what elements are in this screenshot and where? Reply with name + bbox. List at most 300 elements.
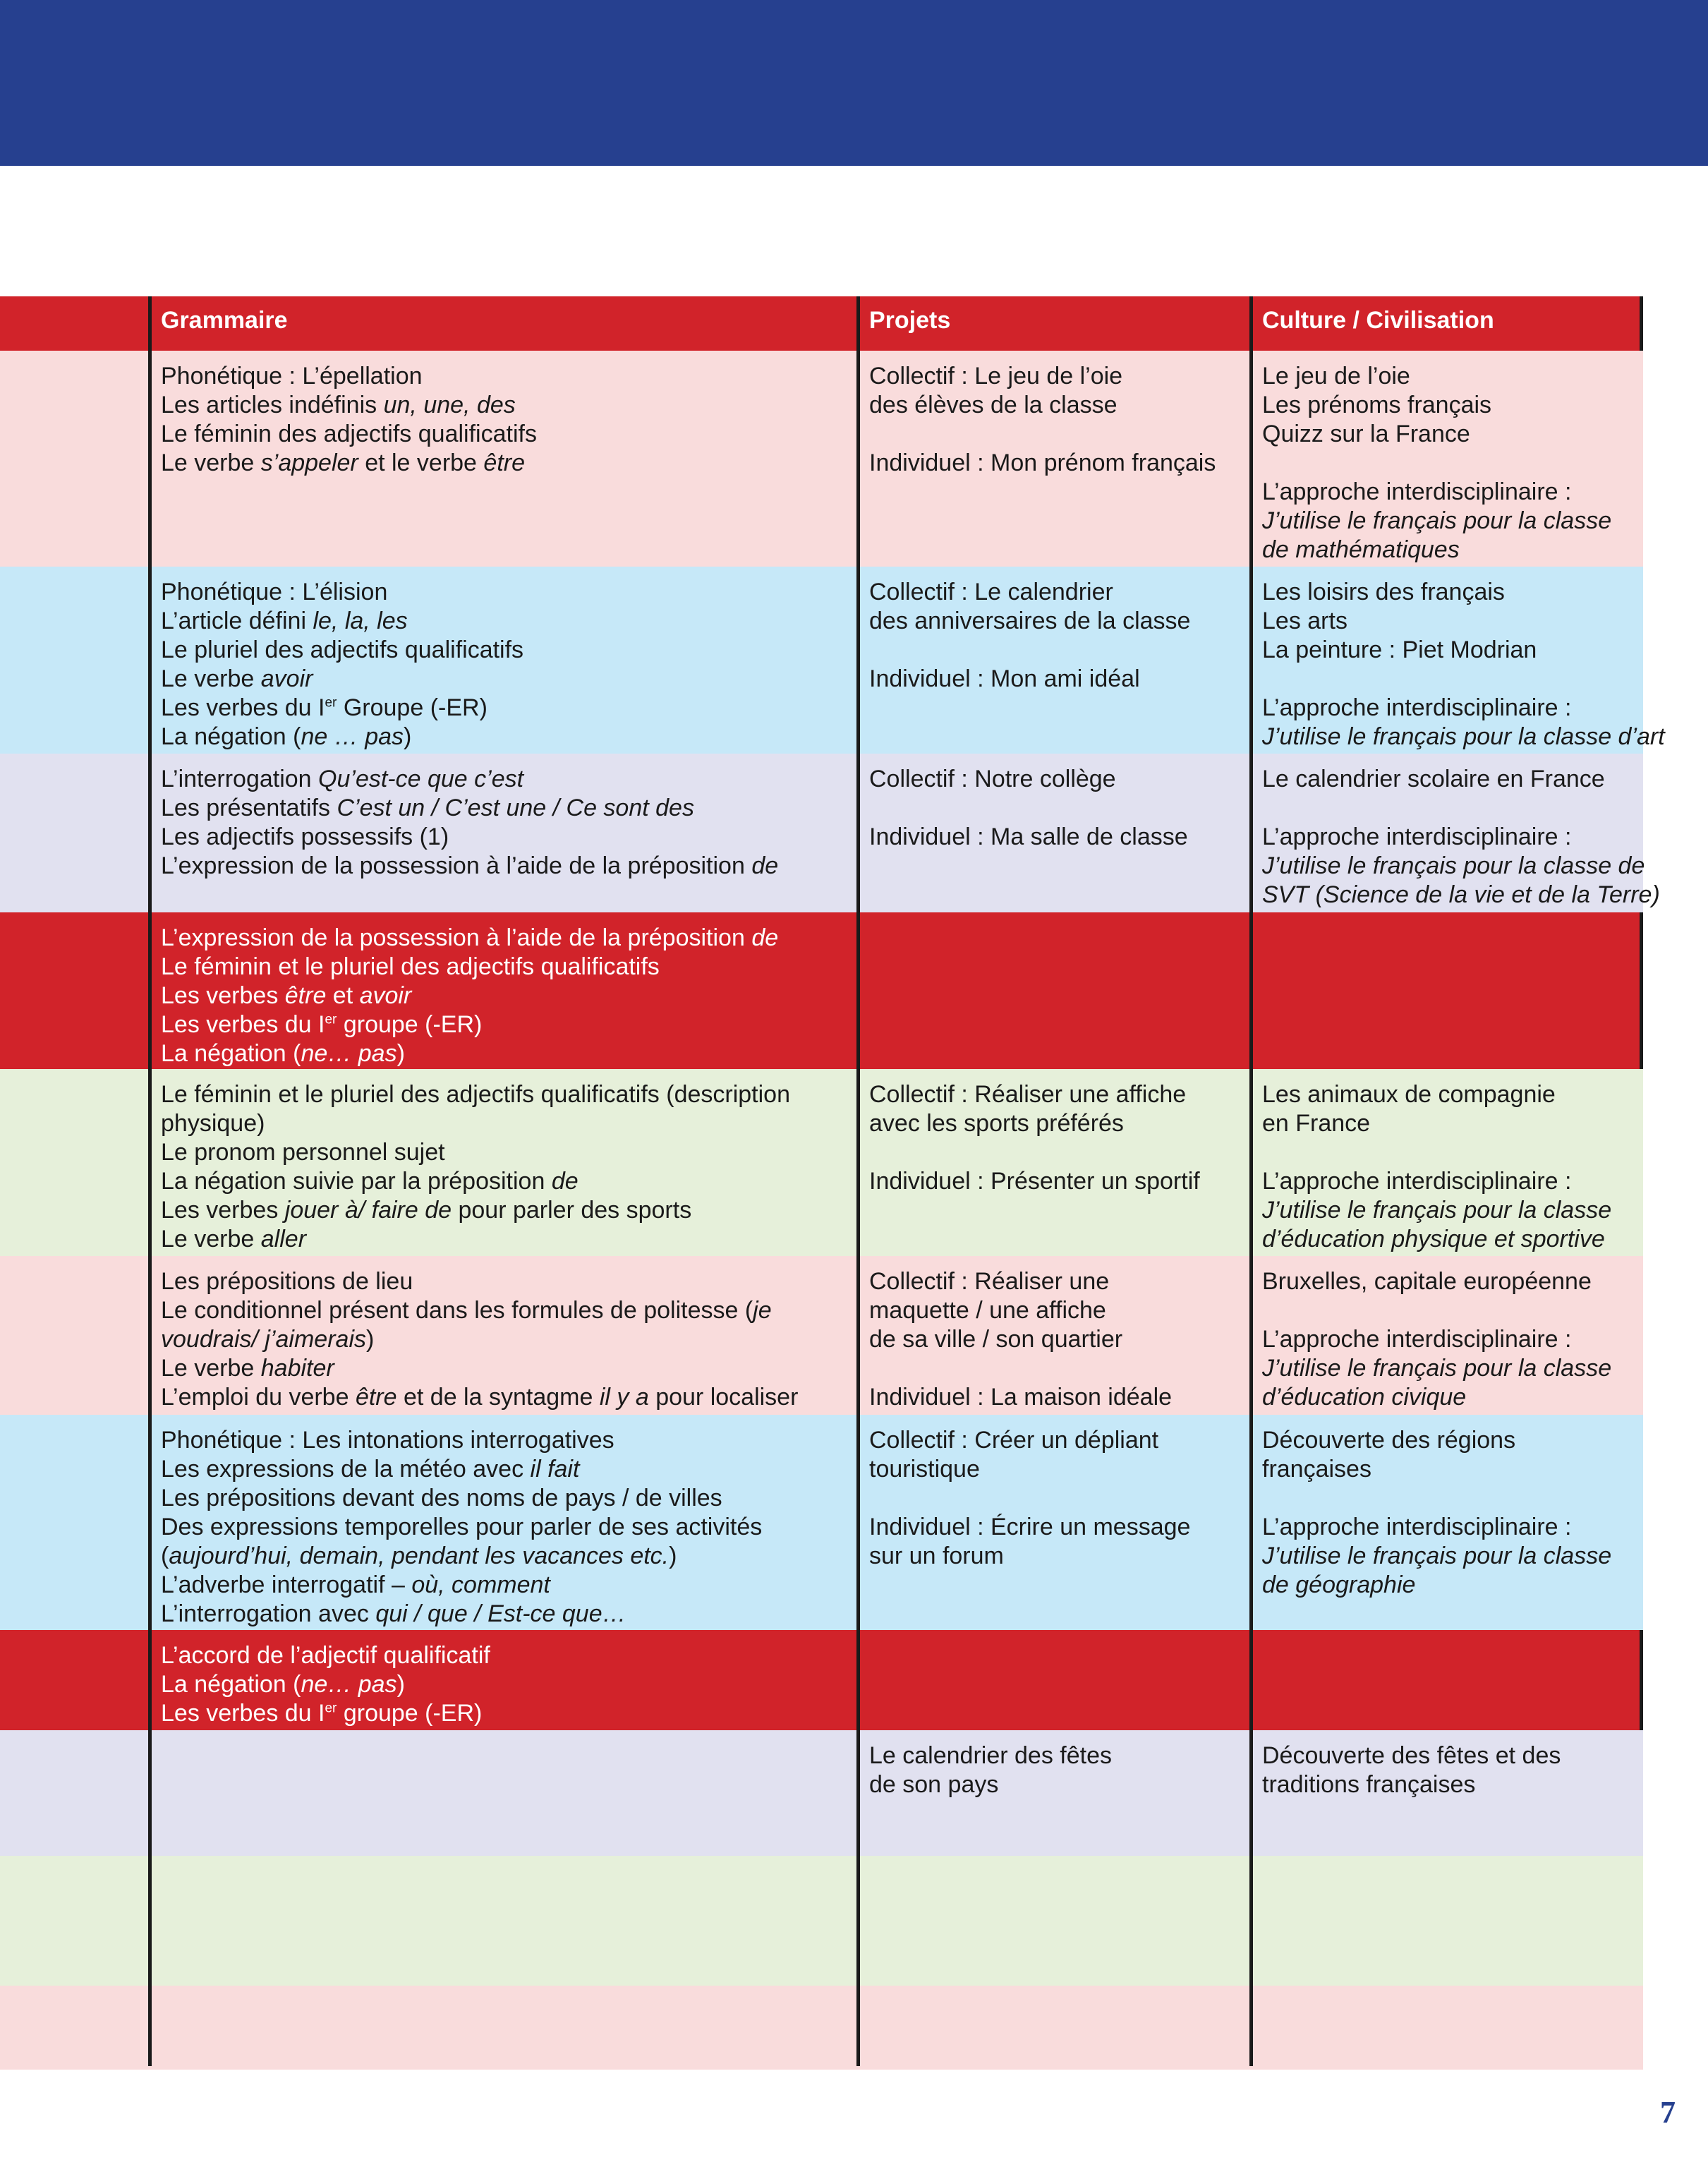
grammaire-line: [161, 1080, 847, 1109]
text-segment: s’appeler: [260, 449, 358, 476]
text-segment: Le calendrier scolaire en France: [1262, 766, 1605, 792]
text-segment: il y a: [599, 1384, 649, 1411]
text-segment: L’approche interdisciplinaire :: [1262, 1168, 1572, 1195]
text-segment: un, une, des: [383, 392, 516, 418]
culture-line: [1262, 1225, 1632, 1254]
projets-line: [869, 1542, 1240, 1571]
grammaire-cell: [150, 351, 858, 567]
grammaire-cell: [150, 1256, 858, 1415]
table-row: [0, 351, 1643, 567]
text-segment: ): [396, 1671, 405, 1698]
text-segment: J’utilise le français pour la classe: [1262, 1197, 1612, 1224]
text-segment: Le verbe: [161, 665, 261, 692]
culture-cell: [1251, 1986, 1643, 2070]
text-segment: jouer à/ faire de: [284, 1197, 452, 1224]
text-segment: groupe (-ER): [337, 1011, 483, 1038]
projets-line: [869, 1426, 1240, 1455]
text-segment: Le verbe: [161, 1226, 261, 1252]
text-segment: groupe (-ER): [337, 1700, 483, 1727]
text-segment: être: [355, 1384, 397, 1411]
projets-cell: [858, 754, 1251, 912]
text-segment: de sa ville / son quartier: [869, 1326, 1123, 1353]
text-segment: L’article défini: [161, 608, 313, 634]
header-projets: Projets: [869, 307, 951, 334]
text-segment: Individuel : Écrire un message: [869, 1514, 1191, 1540]
culture-line: [1262, 1426, 1632, 1455]
grammaire-line: [161, 953, 847, 982]
grammaire-line: [161, 1455, 847, 1484]
grammaire-cell: [150, 754, 858, 912]
text-segment: er: [325, 1701, 337, 1716]
text-segment: ): [404, 723, 412, 750]
text-segment: avoir: [359, 982, 412, 1009]
text-segment: maquette / une affiche: [869, 1297, 1106, 1324]
text-segment: Groupe (-ER): [337, 694, 487, 721]
text-segment: physique): [161, 1110, 265, 1137]
projets-line: [869, 1354, 1240, 1383]
text-segment: L’interrogation avec: [161, 1600, 376, 1627]
grammaire-line: [161, 765, 847, 794]
text-segment: où, comment: [411, 1571, 550, 1598]
text-segment: le, la, les: [313, 608, 408, 634]
projets-cell: [858, 912, 1251, 1069]
text-segment: SVT (Science de la vie et de la Terre): [1262, 881, 1660, 908]
text-segment: Le calendrier des fêtes: [869, 1742, 1112, 1769]
grammaire-line: [161, 1426, 847, 1455]
text-segment: J’utilise le français pour la classe: [1262, 1355, 1612, 1382]
culture-line: [1262, 1571, 1632, 1600]
text-segment: de: [751, 924, 779, 951]
text-segment: de mathématiques: [1262, 536, 1460, 563]
grammaire-cell: [150, 1856, 858, 1986]
text-segment: Le verbe: [161, 1355, 261, 1382]
header-culture-civilisation: Culture / Civilisation: [1262, 307, 1494, 334]
projets-cell: [858, 1256, 1251, 1415]
culture-cell: [1251, 567, 1665, 754]
header-col-blank: [0, 296, 150, 351]
column-divider: [856, 296, 860, 2066]
projets-cell: [858, 1415, 1251, 1630]
page-number: 7: [1660, 2095, 1676, 2130]
table-row: [0, 1415, 1643, 1630]
text-segment: L’interrogation: [161, 766, 319, 792]
text-segment: et de la syntagme: [396, 1384, 600, 1411]
text-segment: L’approche interdisciplinaire :: [1262, 1326, 1572, 1353]
text-segment: Les verbes du I: [161, 1700, 325, 1727]
projets-line: [869, 665, 1240, 694]
projets-cell: [858, 1730, 1251, 1856]
text-segment: Phonétique : L’élision: [161, 579, 388, 605]
text-segment: Les animaux de compagnie: [1262, 1081, 1556, 1108]
culture-line: [1262, 1742, 1632, 1770]
text-segment: Les verbes du I: [161, 694, 325, 721]
culture-line: [1262, 1484, 1632, 1513]
table-row: [0, 754, 1660, 912]
grammaire-line: [161, 1670, 847, 1699]
culture-line: [1262, 694, 1632, 723]
table-row: [0, 1730, 1643, 1856]
row-label-cell: [0, 1415, 150, 1630]
grammaire-line: [161, 1542, 847, 1571]
grammaire-line: [161, 420, 847, 449]
text-segment: être: [284, 982, 327, 1009]
grammaire-line: [161, 1325, 847, 1354]
row-label-cell: [0, 912, 150, 1069]
projets-line: [869, 794, 1240, 823]
culture-line: [1262, 536, 1632, 565]
culture-line: [1262, 1167, 1632, 1196]
text-segment: Les adjectifs possessifs (1): [161, 823, 449, 850]
row-label-cell: [0, 1256, 150, 1415]
grammaire-line: [161, 1196, 847, 1225]
text-segment: L’expression de la possession à l’aide de la préposition: [161, 924, 752, 951]
text-segment: Les prépositions devant des noms de pays / de villes: [161, 1485, 722, 1511]
grammaire-line: [161, 1225, 847, 1254]
projets-line: [869, 578, 1240, 607]
projets-cell: [858, 1630, 1251, 1730]
grammaire-cell: [150, 1630, 858, 1730]
text-segment: touristique: [869, 1456, 980, 1483]
grammaire-cell: [150, 1730, 858, 1856]
culture-cell: [1251, 1856, 1643, 1986]
text-segment: avec les sports préférés: [869, 1110, 1124, 1137]
text-segment: Découverte des régions: [1262, 1427, 1516, 1454]
text-segment: L’approche interdisciplinaire :: [1262, 823, 1572, 850]
syllabus-table: [0, 296, 1665, 2070]
culture-line: [1262, 391, 1632, 420]
right-border-top: [1640, 296, 1643, 351]
projets-line: [869, 420, 1240, 449]
text-segment: J’utilise le français pour la classe: [1262, 507, 1612, 534]
text-segment: ne… pas: [301, 1671, 397, 1698]
text-segment: il fait: [530, 1456, 580, 1483]
table-row: [0, 567, 1665, 754]
culture-line: [1262, 794, 1632, 823]
row-label-cell: [0, 1630, 150, 1730]
text-segment: La négation (: [161, 723, 301, 750]
projets-line: [869, 636, 1240, 665]
grammaire-line: [161, 694, 847, 723]
projets-line: [869, 1770, 1240, 1799]
grammaire-line: [161, 636, 847, 665]
grammaire-line: [161, 1167, 847, 1196]
table-row: [0, 1986, 1643, 2070]
grammaire-line: [161, 1138, 847, 1167]
text-segment: Collectif : Créer un dépliant: [869, 1427, 1159, 1454]
text-segment: qui / que / Est-ce que…: [375, 1600, 626, 1627]
projets-cell: [858, 567, 1251, 754]
grammaire-line: [161, 1267, 847, 1296]
text-segment: Les arts: [1262, 608, 1347, 634]
text-segment: je: [753, 1297, 772, 1324]
culture-line: [1262, 765, 1632, 794]
culture-line: [1262, 636, 1632, 665]
culture-line: [1262, 1296, 1632, 1325]
culture-line: [1262, 852, 1645, 881]
culture-cell: [1251, 1256, 1643, 1415]
text-segment: Le féminin des adjectifs qualificatifs: [161, 421, 537, 447]
text-segment: de: [751, 852, 779, 879]
row-label-cell: [0, 1069, 150, 1256]
right-border-red-row: [1640, 912, 1643, 1069]
right-border-red-row: [1640, 1630, 1643, 1730]
culture-line: [1262, 578, 1632, 607]
text-segment: Qu’est-ce que c’est: [318, 766, 524, 792]
culture-line: [1262, 665, 1632, 694]
table-row: [0, 1856, 1643, 1986]
grammaire-line: [161, 1383, 847, 1412]
text-segment: des anniversaires de la classe: [869, 608, 1191, 634]
projets-line: [869, 362, 1240, 391]
grammaire-line: [161, 723, 847, 751]
grammaire-line: [161, 665, 847, 694]
culture-line: [1262, 1196, 1632, 1225]
grammaire-line: [161, 794, 847, 823]
text-segment: Les articles indéfinis: [161, 392, 384, 418]
text-segment: habiter: [260, 1355, 334, 1382]
text-segment: ): [669, 1543, 677, 1569]
text-segment: Le pluriel des adjectifs qualificatifs: [161, 636, 524, 663]
text-segment: Collectif : Réaliser une affiche: [869, 1081, 1187, 1108]
culture-line: [1262, 478, 1632, 507]
culture-line: [1262, 1267, 1632, 1296]
grammaire-line: [161, 924, 847, 953]
table-row: [0, 912, 1643, 1069]
grammaire-line: [161, 1109, 847, 1138]
text-segment: être: [483, 449, 525, 476]
projets-line: [869, 1742, 1240, 1770]
grammaire-line: [161, 823, 847, 852]
projets-line: [869, 1383, 1240, 1412]
text-segment: La négation (: [161, 1671, 301, 1698]
text-segment: Le pronom personnel sujet: [161, 1139, 445, 1166]
text-segment: J’utilise le français pour la classe de: [1262, 852, 1645, 879]
text-segment: Le verbe: [161, 449, 261, 476]
grammaire-line: [161, 1513, 847, 1542]
grammaire-line: [161, 449, 847, 478]
culture-line: [1262, 1354, 1632, 1383]
text-segment: Individuel : Mon ami idéal: [869, 665, 1140, 692]
grammaire-line: [161, 362, 847, 391]
text-segment: pour parler des sports: [452, 1197, 692, 1224]
culture-cell: [1251, 754, 1660, 912]
text-segment: Le féminin et le pluriel des adjectifs qualificatifs: [161, 953, 660, 980]
text-segment: avoir: [260, 665, 313, 692]
culture-line: [1262, 1770, 1632, 1799]
projets-line: [869, 1484, 1240, 1513]
text-segment: L’approche interdisciplinaire :: [1262, 694, 1572, 721]
text-segment: Le féminin et le pluriel des adjectifs qualificatifs (description: [161, 1081, 791, 1108]
text-segment: traditions françaises: [1262, 1771, 1476, 1798]
projets-line: [869, 607, 1240, 636]
text-segment: Le jeu de l’oie: [1262, 363, 1410, 390]
culture-cell: [1251, 1730, 1643, 1856]
projets-line: [869, 1455, 1240, 1484]
text-segment: Découverte des fêtes et des: [1262, 1742, 1561, 1769]
text-segment: aujourd’hui, demain, pendant les vacances etc.: [169, 1543, 670, 1569]
culture-line: [1262, 507, 1632, 536]
projets-cell: [858, 1069, 1251, 1256]
projets-line: [869, 1325, 1240, 1354]
culture-line: [1262, 723, 1665, 751]
culture-line: [1262, 1325, 1632, 1354]
text-segment: Quizz sur la France: [1262, 421, 1470, 447]
text-segment: de géographie: [1262, 1571, 1416, 1598]
text-segment: ne … pas: [301, 723, 404, 750]
text-segment: Collectif : Notre collège: [869, 766, 1116, 792]
text-segment: ): [396, 1040, 405, 1067]
grammaire-line: [161, 852, 847, 881]
column-divider: [148, 296, 152, 2066]
table-row: [0, 1630, 1643, 1730]
grammaire-line: [161, 1296, 847, 1325]
text-segment: Les expressions de la météo avec: [161, 1456, 531, 1483]
table-header-row: [0, 296, 1643, 351]
text-segment: aller: [260, 1226, 307, 1252]
culture-line: [1262, 362, 1632, 391]
grammaire-cell: [150, 1415, 858, 1630]
text-segment: Les loisirs des français: [1262, 579, 1505, 605]
text-segment: L’accord de l’adjectif qualificatif: [161, 1642, 490, 1669]
culture-line: [1262, 1138, 1632, 1167]
text-segment: Individuel : Ma salle de classe: [869, 823, 1188, 850]
culture-line: [1262, 449, 1632, 478]
projets-line: [869, 1080, 1240, 1109]
culture-line: [1262, 1383, 1632, 1412]
culture-cell: [1251, 351, 1643, 567]
text-segment: Individuel : Présenter un sportif: [869, 1168, 1200, 1195]
text-segment: sur un forum: [869, 1543, 1004, 1569]
text-segment: voudrais/ j’aimerais: [161, 1326, 366, 1353]
text-segment: Les verbes: [161, 982, 285, 1009]
grammaire-line: [161, 578, 847, 607]
table-row: [0, 1069, 1643, 1256]
projets-line: [869, 823, 1240, 852]
row-label-cell: [0, 351, 150, 567]
text-segment: des élèves de la classe: [869, 392, 1118, 418]
grammaire-line: [161, 1641, 847, 1670]
text-segment: La peinture : Piet Modrian: [1262, 636, 1537, 663]
text-segment: er: [325, 1012, 337, 1027]
text-segment: Phonétique : L’épellation: [161, 363, 423, 390]
text-segment: L’emploi du verbe: [161, 1384, 356, 1411]
text-segment: (: [161, 1543, 169, 1569]
text-segment: La négation (: [161, 1040, 301, 1067]
row-label-cell: [0, 1730, 150, 1856]
text-segment: Les présentatifs: [161, 795, 337, 821]
text-segment: pour localiser: [648, 1384, 799, 1411]
culture-line: [1262, 1109, 1632, 1138]
grammaire-line: [161, 1600, 847, 1629]
text-segment: de: [551, 1168, 579, 1195]
text-segment: Les prénoms français: [1262, 392, 1492, 418]
grammaire-line: [161, 607, 847, 636]
header-grammaire: Grammaire: [161, 307, 288, 334]
culture-cell: [1251, 912, 1643, 1069]
projets-line: [869, 1138, 1240, 1167]
projets-line: [869, 765, 1240, 794]
row-label-cell: [0, 567, 150, 754]
projets-cell: [858, 351, 1251, 567]
text-segment: Les verbes du I: [161, 1011, 325, 1038]
text-segment: Bruxelles, capitale européenne: [1262, 1268, 1592, 1295]
culture-line: [1262, 823, 1632, 852]
text-segment: d’éducation physique et sportive: [1262, 1226, 1605, 1252]
text-segment: J’utilise le français pour la classe: [1262, 1543, 1612, 1569]
row-label-cell: [0, 754, 150, 912]
culture-cell: [1251, 1630, 1643, 1730]
text-segment: Collectif : Réaliser une: [869, 1268, 1110, 1295]
grammaire-cell: [150, 912, 858, 1069]
projets-cell: [858, 1986, 1251, 2070]
grammaire-line: [161, 1484, 847, 1513]
text-segment: Le conditionnel présent dans les formules de politesse (: [161, 1297, 753, 1324]
grammaire-line: [161, 1571, 847, 1600]
grammaire-line: [161, 1039, 847, 1068]
culture-line: [1262, 881, 1660, 910]
text-segment: en France: [1262, 1110, 1371, 1137]
grammaire-line: [161, 982, 847, 1010]
text-segment: J’utilise le français pour la classe d’art: [1262, 723, 1665, 750]
text-segment: Des expressions temporelles pour parler de ses activités: [161, 1514, 763, 1540]
row-label-cell: [0, 1986, 150, 2070]
table-row: [0, 1256, 1643, 1415]
grammaire-line: [161, 1354, 847, 1383]
table-body: [0, 351, 1665, 2070]
culture-line: [1262, 1542, 1632, 1571]
culture-cell: [1251, 1415, 1643, 1630]
projets-line: [869, 1513, 1240, 1542]
text-segment: L’adverbe interrogatif –: [161, 1571, 412, 1598]
projets-line: [869, 449, 1240, 478]
grammaire-cell: [150, 567, 858, 754]
text-segment: Individuel : Mon prénom français: [869, 449, 1216, 476]
text-segment: et: [326, 982, 360, 1009]
text-segment: d’éducation civique: [1262, 1384, 1467, 1411]
text-segment: Phonétique : Les intonations interrogatives: [161, 1427, 614, 1454]
text-segment: L’approche interdisciplinaire :: [1262, 478, 1572, 505]
text-segment: L’expression de la possession à l’aide de la préposition: [161, 852, 752, 879]
text-segment: françaises: [1262, 1456, 1371, 1483]
projets-line: [869, 1267, 1240, 1296]
text-segment: ne… pas: [301, 1040, 397, 1067]
text-segment: Individuel : La maison idéale: [869, 1384, 1173, 1411]
culture-line: [1262, 1080, 1632, 1109]
culture-cell: [1251, 1069, 1643, 1256]
text-segment: Les verbes: [161, 1197, 285, 1224]
text-segment: Les prépositions de lieu: [161, 1268, 413, 1295]
projets-line: [869, 391, 1240, 420]
text-segment: Collectif : Le calendrier: [869, 579, 1113, 605]
text-segment: et le verbe: [358, 449, 484, 476]
text-segment: de son pays: [869, 1771, 999, 1798]
text-segment: er: [325, 695, 337, 711]
grammaire-line: [161, 391, 847, 420]
text-segment: La négation suivie par la préposition: [161, 1168, 552, 1195]
culture-line: [1262, 420, 1632, 449]
row-label-cell: [0, 1856, 150, 1986]
text-segment: Collectif : Le jeu de l’oie: [869, 363, 1123, 390]
grammaire-line: [161, 1010, 847, 1039]
grammaire-line: [161, 1699, 847, 1728]
column-divider: [1249, 296, 1253, 2066]
culture-line: [1262, 607, 1632, 636]
grammaire-cell: [150, 1986, 858, 2070]
projets-cell: [858, 1856, 1251, 1986]
top-banner: [0, 0, 1708, 166]
text-segment: ): [366, 1326, 375, 1353]
text-segment: L’approche interdisciplinaire :: [1262, 1514, 1572, 1540]
